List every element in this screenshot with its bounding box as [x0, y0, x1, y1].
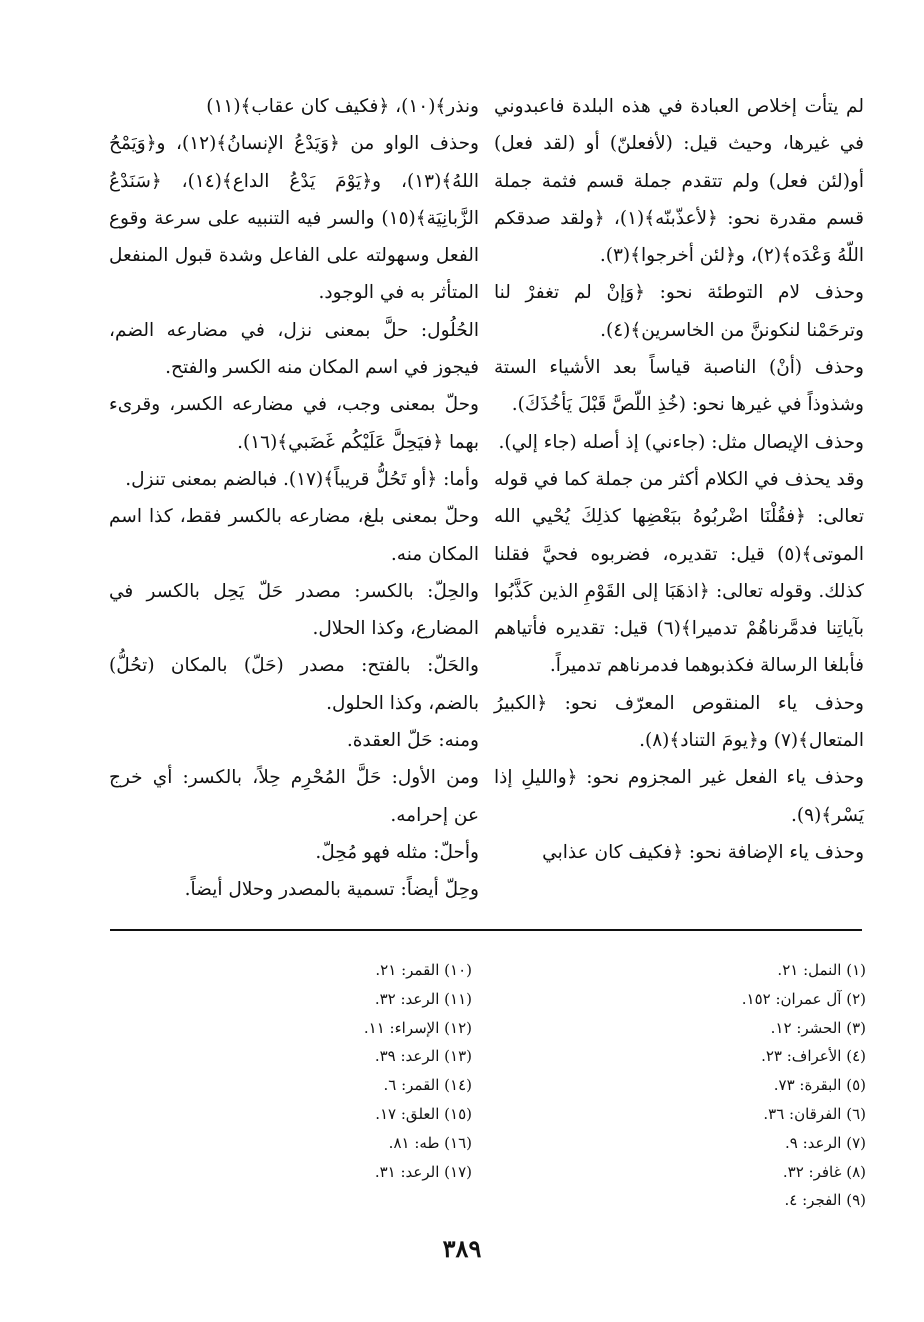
paragraph: وقد يحذف في الكلام أكثر من جملة كما في قوله تعالى: ﴿فقُلْنَا اضْربُوهُ ببَعْضِها كذلِكَ يُحْيي الله الموتى﴾(٥) قيل: تقديره، فضربوه فحيَّ فقلنا كذلك. وقوله تعالى: ﴿اذهَبَا إلى القَوْمِ الذين كَذَّبُوا بآياتِنا فدمَّرناهُمْ تدميرا﴾(٦) قيل: تقديره فأتياهم فأبلغا الرسالة فكذبوهما فدمرناهم تدميراً.	[494, 468, 864, 677]
paragraph: وحذف ياء الإضافة نحو: ﴿فكيف كان عذابي	[542, 841, 864, 863]
footnote: (٤) الأعراف: ٢٣.	[761, 1047, 866, 1066]
paragraph: وحذف ياء الفعل غير المجزوم نحو: ﴿والليلِ إذا يَسْر﴾(٩).	[494, 767, 864, 826]
paragraph: ومنه: حَلّ العقدة.	[346, 730, 479, 752]
paragraph: والحِلّ: بالكسر: مصدر حَلّ يَحِل بالكسر في المضارع، وكذا الحلال.	[109, 580, 479, 640]
paragraph: وحذف لام التوطئة نحو: ﴿وَإنْ لم تغفرْ لنا وترحَمْنا لنكوننَّ من الخاسرين﴾(٤).	[494, 282, 864, 341]
paragraph: الحُلُول: حلَّ بمعنى نزل، في مضارعه الضم، فيجوز في اسم المكان منه الكسر والفتح.	[109, 319, 479, 379]
paragraph: وحِلّ أيضاً: تسمية بالمصدر وحلال أيضاً.	[184, 879, 479, 901]
paragraph: وحذف ياء المنقوص المعرّف نحو: ﴿الكبيرُ المتعال﴾(٧) و﴿يومَ التناد﴾(٨).	[494, 692, 864, 752]
paragraph: ونذر﴾(١٠)، ﴿فكيف كان عقاب﴾(١١)	[206, 96, 479, 117]
footnote: (١٧) الرعد: ٣١.	[374, 1162, 472, 1181]
footnote: (٥) البقرة: ٧٣.	[773, 1076, 866, 1095]
footnote: (١١) الرعد: ٣٢.	[374, 989, 472, 1008]
footnote: (١) النمل: ٢١.	[777, 961, 866, 979]
page-number: ٣٨٩	[442, 1234, 482, 1263]
footnote: (٢) آل عمران: ١٥٢.	[741, 989, 866, 1008]
paragraph: ومن الأول: حَلَّ المُحْرِم حِلاً، بالكسر: أي خرج عن إحرامه.	[109, 767, 479, 826]
paragraph: لم يتأت إخلاص العبادة في هذه البلدة فاعبدوني في غيرها، وحيث قيل: (لأفعلنّ) أو (لقد فعل) أو(لئن فعل) ولم تتقدم جملة قسم فثمة جملة قسم مقدرة نحو: ﴿لأعذّبنّه﴾(١)، ﴿ولقد صدقكم اللّهُ وَعْدَه﴾(٢)، و﴿لئن أخرجوا﴾(٣).	[494, 96, 864, 267]
main-text-right-column	[494, 88, 864, 871]
paragraph: وحلّ بمعنى وجب، في مضارعه الكسر، وقرىء بهما ﴿فيَحِلَّ عَلَيْكُم غَضَبي﴾(١٦).	[109, 394, 479, 453]
paragraph: وحذف الإيصال مثل: (جاءني) إذ أصله (جاء إلي).	[498, 431, 864, 453]
paragraph: وحلّ بمعنى بلغ، مضارعه بالكسر فقط، كذا اسم المكان منه.	[109, 506, 479, 565]
footnote-divider	[110, 929, 862, 931]
paragraph: والحَلّ: بالفتح: مصدر (حَلّ) بالمكان (تحُلُّ) بالضم، وكذا الحلول.	[109, 655, 479, 714]
footnote: (١٣) الرعد: ٣٩.	[374, 1047, 472, 1066]
main-text-left-column	[109, 88, 479, 909]
footnote: (١٠) القمر: ٢١.	[375, 961, 472, 979]
footnotes-right-column	[666, 956, 866, 1215]
footnote: (١٥) العلق: ١٧.	[375, 1104, 472, 1123]
footnote: (٣) الحشر: ١٢.	[770, 1018, 866, 1037]
footnote: (٨) غافر: ٣٢.	[782, 1162, 866, 1181]
paragraph: وأحلّ: مثله فهو مُحِلّ.	[315, 841, 479, 863]
footnotes-left-column	[272, 956, 472, 1186]
paragraph: وحذف الواو من ﴿وَيَدْعُ الإنسانُ﴾(١٢)، و﴿وَيَمْحُ اللهُ﴾(١٣)، و﴿يَوْمَ يَدْعُ الداع﴾(١٤)، ﴿سَنَدْعُ الزَّبانِيَة﴾(١٥) والسر فيه التنبيه على سرعة وقوع الفعل وسهولته على الفاعل وشدة قبول المنفعل المتأثر به في الوجود.	[109, 133, 479, 304]
footnote: (١٤) القمر: ٦.	[383, 1076, 472, 1095]
footnote: (١٢) الإسراء: ١١.	[363, 1018, 472, 1037]
paragraph: وأما: ﴿أو تَحُلُّ قريباً﴾(١٧). فبالضم بمعنى تنزل.	[125, 468, 479, 490]
footnote: (٧) الرعد: ٩.	[784, 1133, 866, 1152]
paragraph: وحذف (أنْ) الناصبة قياساً بعد الأشياء الستة وشذوذاً في غيرها نحو: (خُذِ اللّصَّ قَبْلَ يَأخُذَكَ).	[494, 357, 864, 416]
footnote: (١٦) طه: ٨١.	[388, 1133, 472, 1152]
footnote: (٩) الفجر: ٤.	[784, 1191, 866, 1210]
footnote: (٦) الفرقان: ٣٦.	[763, 1104, 866, 1123]
